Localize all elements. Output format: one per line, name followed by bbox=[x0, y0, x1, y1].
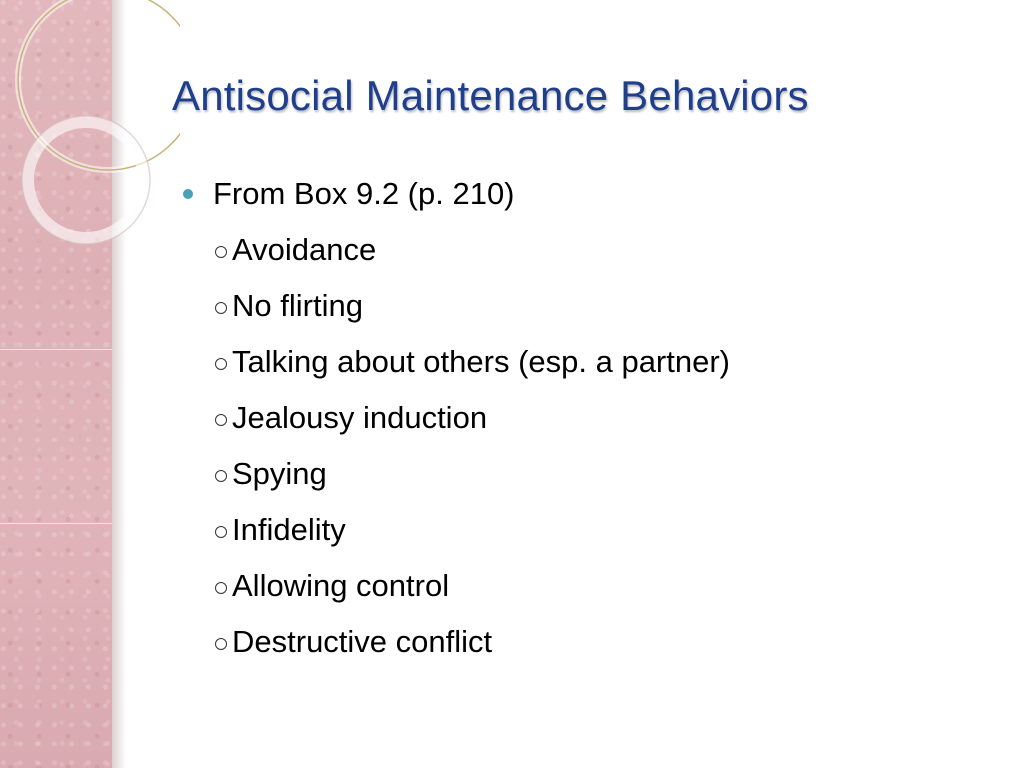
bullet-list bbox=[183, 166, 983, 670]
sub-bullet-item bbox=[215, 222, 983, 278]
sub-bullet-text: Destructive conflict bbox=[232, 624, 493, 659]
sub-bullet-item bbox=[215, 278, 983, 334]
sub-bullet-text: Infidelity bbox=[232, 512, 346, 547]
bullet-item bbox=[183, 166, 983, 670]
sub-bullet-list bbox=[183, 222, 983, 670]
slide-title: Antisocial Maintenance Behaviors bbox=[172, 72, 809, 119]
small-ring bbox=[28, 122, 144, 238]
sub-bullet-item bbox=[215, 558, 983, 614]
rings-decoration-icon bbox=[0, 0, 180, 260]
bullet-row bbox=[183, 166, 983, 222]
filled-dot-icon bbox=[183, 189, 193, 199]
sub-bullet-text: Talking about others (esp. a partner) bbox=[232, 344, 730, 379]
hollow-circle-icon bbox=[215, 302, 227, 314]
sub-bullet-item bbox=[215, 614, 983, 670]
sub-bullet-text: No flirting bbox=[232, 288, 363, 323]
bullet-text: From Box 9.2 (p. 210) bbox=[213, 176, 515, 211]
sub-bullet-item bbox=[215, 334, 983, 390]
sub-bullet-item bbox=[215, 502, 983, 558]
hollow-circle-icon bbox=[215, 358, 227, 370]
hollow-circle-icon bbox=[215, 526, 227, 538]
sub-bullet-item bbox=[215, 390, 983, 446]
sub-bullet-text: Spying bbox=[232, 456, 327, 491]
hollow-circle-icon bbox=[215, 246, 227, 258]
hollow-circle-icon bbox=[215, 414, 227, 426]
hollow-circle-icon bbox=[215, 638, 227, 650]
hollow-circle-icon bbox=[215, 582, 227, 594]
band-seam bbox=[0, 523, 112, 524]
sub-bullet-text: Avoidance bbox=[232, 232, 377, 267]
sub-bullet-item bbox=[215, 446, 983, 502]
sub-bullet-text: Allowing control bbox=[232, 568, 450, 603]
hollow-circle-icon bbox=[215, 470, 227, 482]
band-seam bbox=[0, 349, 112, 350]
small-ring-edge bbox=[22, 116, 150, 244]
sub-bullet-text: Jealousy induction bbox=[232, 400, 488, 435]
